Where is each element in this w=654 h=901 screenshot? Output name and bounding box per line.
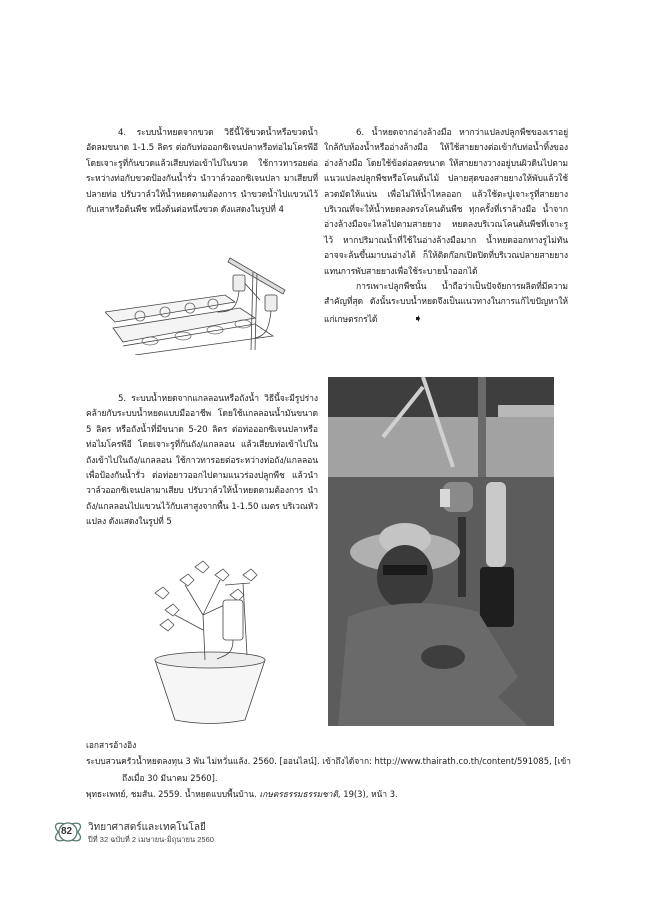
section-6-paragraph: 6. น้ำหยดจากอ่างล้างมือ หากว่าแปลงปลูกพืชของเราอยู่ใกล้กับห้องน้ำหรืออ่างล้างมือ ให้ใช้สายยางต่อเข้ากับท่อน้ำทิ้งของอ่างล้างมือ โดยใช้ข้อต่อลดขนาด ให้สายยางวางอยู่บนผิวดินไปตามแนวแปลงปลูกพืชหรือโคนต้นไม้ ปลายสุดของสายยางให้พับแล้วใช้ลวดมัดให้แน่น เพื่อไม่ให้น้ำไหลออก แล้วใช้ตะปูเจาะรูที่สายยางบริเวณที่จะให้น้ำหยดลงตรงโคนต้นพืช ทุกครั้งที่เราล้างมือ น้ำจากอ่างล้างมือจะไหลไปตามสายยาง หยดลงบริเวณโคนต้นพืชที่เจาะรูไว้ หากปริมาณน้ำที่ใช้ในอ่างล้างมือมาก น้ำหยดออกทางรูไม่ทัน อาจจะล้นขึ้นมาบนอ่างได้ ก็ให้ติดก๊อกเปิดปิดที่บริเวณปลายสายยาง แทนการพับสายยางเพื่อใช้ระบายน้ำออกได้	[324, 128, 568, 277]
journal-issue: ปีที่ 32 ฉบับที่ 2 เมษายน-มิถุนายน 2560	[88, 835, 214, 844]
page-footer	[52, 817, 352, 847]
conclusion-text: การเพาะปลูกพืชนั้น น้ำถือว่าเป็นปัจจัยการผลิตที่มีความสำคัญที่สุด ดังนั้นระบบน้ำหยดจึงเป็นแนวทางในการแก้ไขปัญหาให้แก่เกษตรกรได้	[324, 282, 568, 325]
references-section	[86, 737, 576, 803]
drip-bottle-illustration	[105, 250, 305, 355]
reference-prefix: พุทธะเพทย์, ชมสัน. 2559. น้ำหยดแบบพื้นบ้าน.	[86, 789, 260, 800]
references-title: เอกสารอ้างอิง	[86, 740, 137, 750]
reference-suffix: , 19(3), หน้า 3.	[337, 789, 398, 800]
reference-item	[86, 786, 576, 802]
column-left-bottom	[86, 392, 318, 531]
section-4-paragraph: 4. ระบบน้ำหยดจากขวด วิธีนี้ใช้ขวดน้ำหรือขวดน้ำอัดลมขนาด 1-1.5 ลิตร ต่อกับท่อออกซิเจนปลาหรือท่อไมโครพีอี โดยเจาะรูที่ก้นขวดแล้วเสียบท่อเข้าไปในขวด ใช้กาวทารอยต่อระหว่างท่อกับขวดป้องกันน้ำรั่ว นำวาล์วออกซิเจนปลา มาเสียบที่ปลายท่อ ปรับวาล์วให้น้ำหยดตามต้องการ นำขวดน้ำไปแขวนไว้กับเสาหรือต้นพืช หนึ่งต้นต่อหนึ่งขวด ดังแสดงในรูปที่ 4	[86, 128, 318, 216]
column-right-top	[324, 126, 568, 328]
page-number: 82	[61, 826, 73, 837]
end-arrow-icon: ➧	[413, 311, 423, 325]
column-left-top	[86, 126, 318, 218]
journal-title: วิทยาศาสตร์และเทคโนโลยี	[88, 822, 206, 833]
farmer-with-drip-system-photo	[328, 377, 554, 726]
reference-item: ระบบสวนครัวน้ำหยดลงทุน 3 พัน ไม่หวั่นแล้ง. 2560. [ออนไลน์]. เข้าถึงได้จาก: http://www.thairath.co.th/content/591085, [เข้าถึงเมื่อ 30 มีนาคม 2560].	[86, 756, 571, 783]
conclusion-paragraph	[324, 280, 568, 328]
section-5-paragraph: 5. ระบบน้ำหยดจากแกลลอนหรือถังน้ำ วิธีนี้จะมีรูปร่างคล้ายกับระบบน้ำหยดแบบมืออาชีพ โดยใช้แกลลอนน้ำมันขนาด 5 ลิตร หรือถังน้ำที่มีขนาด 5-20 ลิตร ต่อท่อออกซิเจนปลาหรือท่อไมโครพีอี โดยเจาะรูที่ก้นถัง/แกลลอน แล้วเสียบท่อเข้าไปในถังเข้าไปในถัง/แกลลอน ใช้กาวทารอยต่อระหว่างท่อถัง/แกลลอนเพื่อป้องกันน้ำรั่ว ต่อท่อยาวออกไปตามแนวร่องปลูกพืช แล้วนำวาล์วออกซิเจนปลามาเสียบ ปรับวาล์วให้น้ำหยดตามต้องการ นำถัง/แกลลอนไปแขวนไว้กับเสาสูงจากพื้น 1-1.50 เมตร บริเวณหัวแปลง ดังแสดงในรูปที่ 5	[86, 394, 318, 528]
gallon-drip-pot-illustration	[125, 555, 295, 730]
reference-journal: เกษตรธรรมธรรมชาติ	[259, 789, 338, 800]
